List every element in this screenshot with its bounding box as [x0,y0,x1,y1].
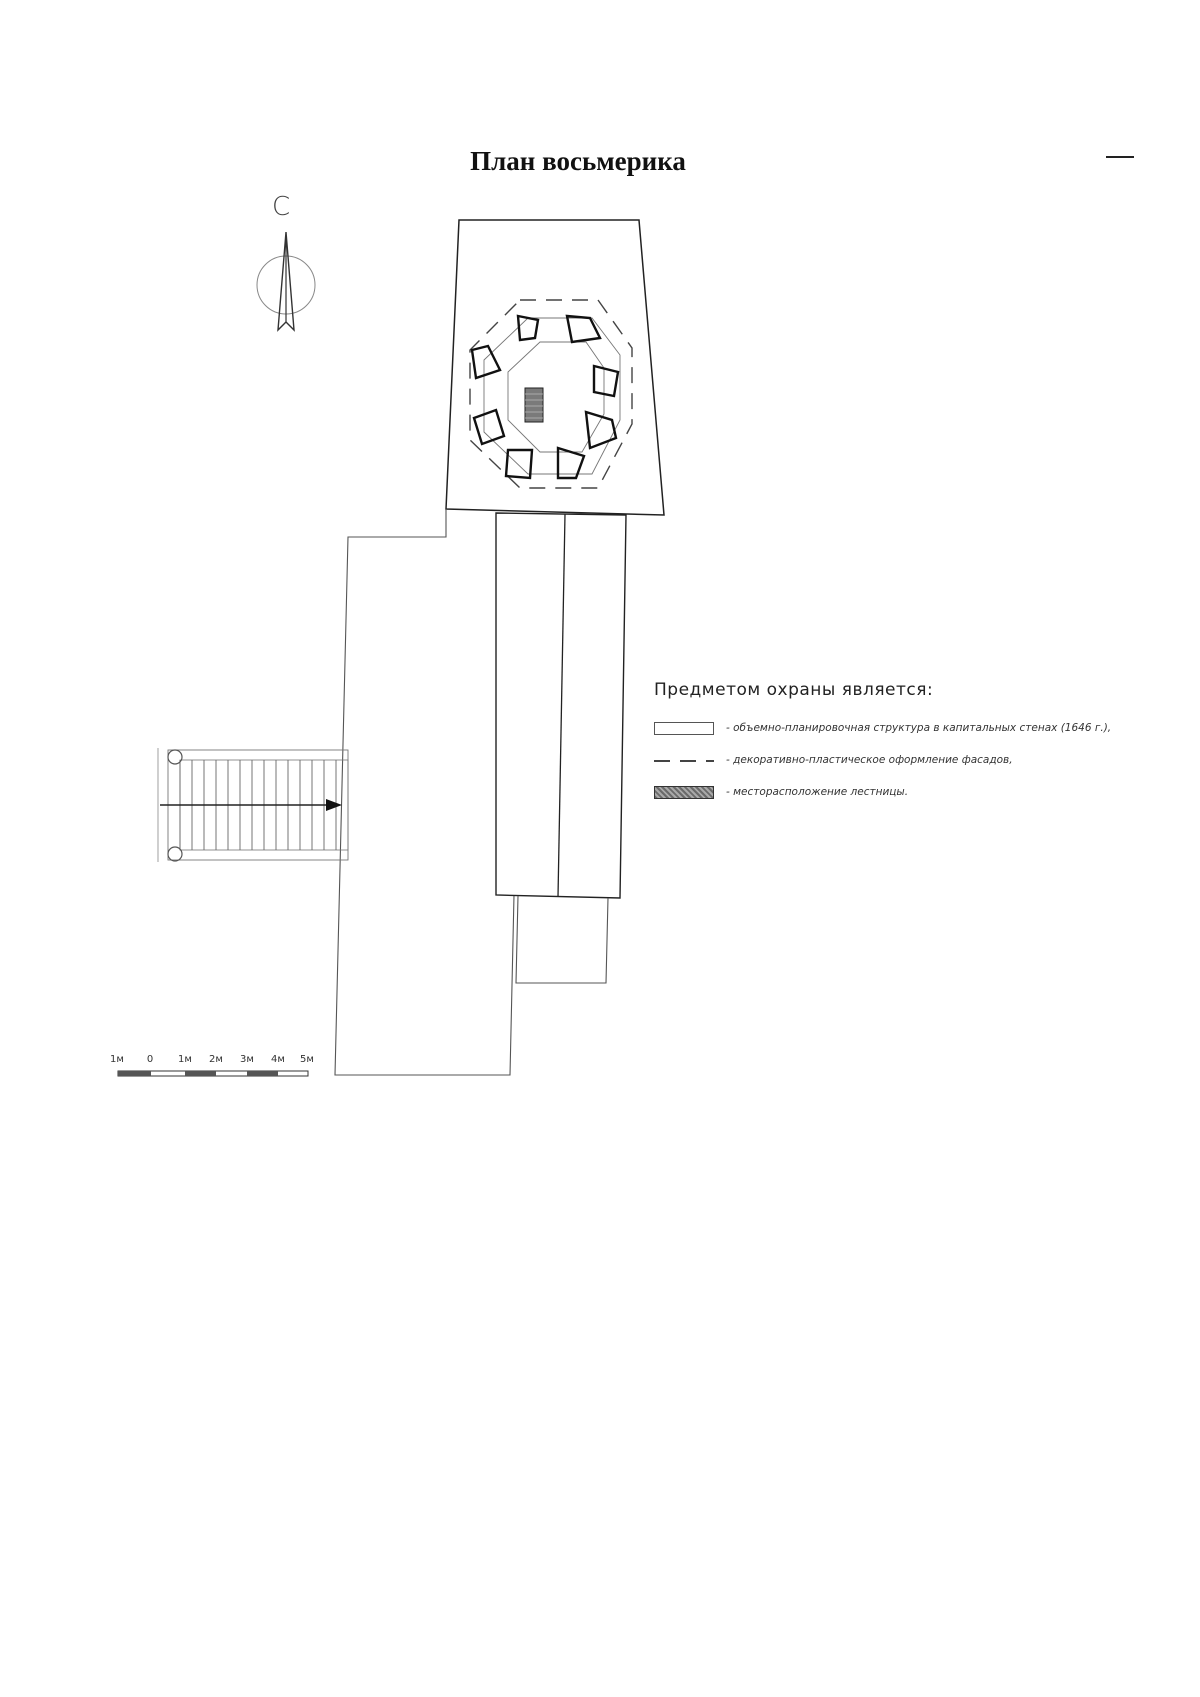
stair-arrow-icon [326,799,342,811]
scale-label: 1м [178,1054,192,1065]
south-annex-outline [516,896,608,983]
legend [654,680,1194,816]
pillar [594,366,618,396]
scale-label: 0 [146,1054,154,1065]
pillar [472,346,500,378]
north-letter: С [272,192,291,222]
scale-label: 1м [110,1054,124,1065]
refectory-divider [558,514,565,897]
porch-post [168,750,182,764]
dashed-line-icon [654,760,714,762]
west-annex-outline [335,509,514,1075]
legend-item-stair [654,784,1194,802]
pillar [586,412,616,448]
pillar [474,410,504,444]
pillar [567,316,600,342]
scale-bar [118,1071,308,1076]
scale-bar-segment [185,1071,216,1076]
scale-label: 4м [271,1054,285,1065]
octagon-interior [470,300,632,488]
outline-box-icon [654,722,714,735]
north-arrow-icon [257,232,315,330]
hatched-fill-icon [654,786,714,799]
octagon-outer-ring [484,318,620,474]
stair-location-hatch [525,388,543,422]
scale-label: 5м [300,1054,314,1065]
scale-label: 3м [240,1054,254,1065]
legend-item-text: - декоративно-пластическое оформление фасадов, [726,754,1013,766]
drawing-title: План восьмерика [470,146,686,176]
west-porch-stair [158,748,348,862]
legend-item-text: - месторасположение лестницы. [726,786,909,798]
legend-heading: Предметом охраны является: [654,680,934,700]
scale-bar-segment [118,1071,151,1076]
scale-bar-labels [112,1054,312,1068]
legend-item-structure [654,720,1194,738]
scale-bar-segment [247,1071,278,1076]
pillar [558,448,584,478]
legend-item-facade [654,752,1194,770]
scale-label: 2м [209,1054,223,1065]
pillar [518,316,538,340]
legend-item-text: - объемно-планировочная структура в капитальных стенах (1646 г.), [726,722,1112,734]
porch-post [168,847,182,861]
